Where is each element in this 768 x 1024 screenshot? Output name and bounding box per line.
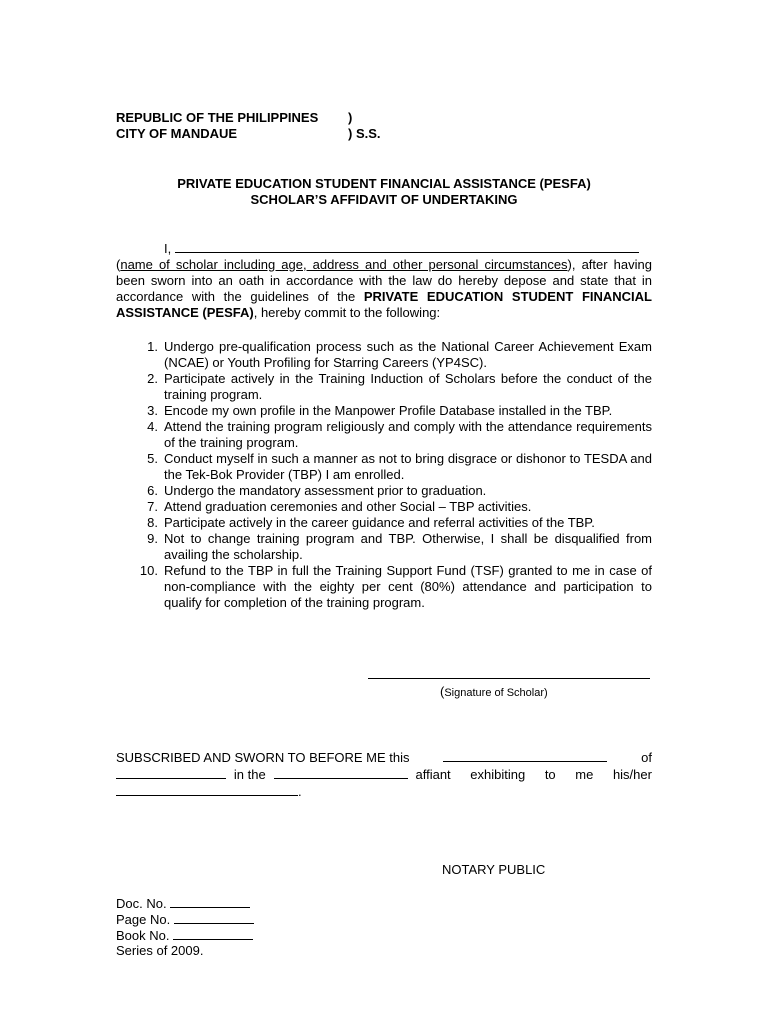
list-item xyxy=(116,515,652,531)
caption-republic-mark: ) xyxy=(348,110,353,125)
jurat-line-3 xyxy=(116,783,652,800)
jurat-of: of xyxy=(641,750,652,765)
list-item-text: Undergo pre-qualification process such as the National Career Achievement Exam (NCAE) or Youth Profiling for Starring Careers (YP4SC). xyxy=(164,339,652,370)
list-item-number: 4. xyxy=(147,419,158,434)
list-item-text: Attend the training program religiously and comply with the attendance requirements of the training program. xyxy=(164,419,652,450)
intro-program-name: PRIVATE EDUCATION STUDENT FINANCIAL ASSISTANCE (PESFA) xyxy=(116,289,652,320)
signature-line[interactable] xyxy=(368,666,650,679)
jurat-in-the: in the xyxy=(233,767,266,782)
book-no-blank[interactable] xyxy=(173,927,253,940)
caption-republic: REPUBLIC OF THE PHILIPPINES xyxy=(116,110,319,125)
page-no-blank[interactable] xyxy=(174,911,254,924)
list-item-text: Participate actively in the Training Induction of Scholars before the conduct of the training program. xyxy=(164,371,652,402)
list-item-text: Undergo the mandatory assessment prior to graduation. xyxy=(164,483,487,498)
jurat-line-1 xyxy=(116,749,652,766)
list-item-number: 8. xyxy=(147,515,158,530)
series-row: Series of 2009. xyxy=(116,943,204,958)
month-blank[interactable] xyxy=(116,766,226,779)
list-item-number: 1. xyxy=(147,339,158,354)
notary-public-label: NOTARY PUBLIC xyxy=(442,862,546,877)
signature-caption xyxy=(440,684,548,701)
scholar-name-blank[interactable] xyxy=(175,240,639,253)
intro-text-b: , hereby commit to the following: xyxy=(253,305,441,320)
list-item xyxy=(116,531,652,563)
list-item xyxy=(116,483,652,499)
list-item-number: 9. xyxy=(147,531,158,546)
signature-label: Signature of Scholar) xyxy=(444,687,548,699)
page-no-row xyxy=(116,911,254,927)
jurat-affiant: affiant exhibiting to me his/her xyxy=(415,767,652,782)
intro-paragraph xyxy=(116,240,652,321)
list-item-number: 2. xyxy=(147,371,158,386)
intro-name-hint: name of scholar including age, address and other personal circumstances xyxy=(120,257,568,272)
list-item-text: Attend graduation ceremonies and other Social – TBP activities. xyxy=(164,499,532,514)
id-blank[interactable] xyxy=(116,783,298,796)
list-item-text: Conduct myself in such a manner as not to bring disgrace or dishonor to TESDA and the Tek-Bok Provider (TBP) I am enrolled. xyxy=(164,451,652,482)
jurat-line-2 xyxy=(116,766,652,783)
intro-text-a: ), after having been sworn into an oath in accordance with the law do hereby depose and state that in accordance with the guidelines of the xyxy=(116,257,652,304)
doc-no-blank[interactable] xyxy=(170,895,250,908)
notarial-register xyxy=(116,895,254,959)
list-item-number: 7. xyxy=(147,499,158,514)
intro-body: (name of scholar including age, address and other personal circumstances), after having been sworn into an oath in accordance with the law do hereby depose and state that in accordance with the guidelines of the PRIVATE EDUCATION STUDENT FINANCIAL ASSISTANCE (PESFA), hereby commit to the following: xyxy=(116,257,652,320)
list-item xyxy=(116,451,652,483)
book-no-row xyxy=(116,927,254,943)
caption-city-row xyxy=(116,126,536,142)
doc-no-label: Doc. No. xyxy=(116,896,167,911)
list-item xyxy=(116,339,652,371)
list-item xyxy=(116,419,652,451)
page-no-label: Page No. xyxy=(116,912,171,927)
list-item xyxy=(116,563,652,611)
list-item-number: 10. xyxy=(139,563,158,578)
jurat-end: . xyxy=(298,784,302,799)
list-item-number: 6. xyxy=(147,483,158,498)
doc-no-row xyxy=(116,895,254,911)
caption-city: CITY OF MANDAUE xyxy=(116,126,238,141)
date-blank[interactable] xyxy=(443,749,607,762)
caption-republic-row xyxy=(116,110,536,126)
place-blank[interactable] xyxy=(274,766,408,779)
list-item-text: Participate actively in the career guidance and referral activities of the TBP. xyxy=(164,515,595,530)
list-item-text: Encode my own profile in the Manpower Profile Database installed in the TBP. xyxy=(164,403,613,418)
list-item-number: 3. xyxy=(147,403,158,418)
document-title: PRIVATE EDUCATION STUDENT FINANCIAL ASSISTANCE (PESFA) xyxy=(177,176,591,191)
book-no-label: Book No. xyxy=(116,928,170,943)
intro-pronoun: I, xyxy=(164,241,172,256)
list-item xyxy=(116,403,652,419)
list-item-number: 5. xyxy=(147,451,158,466)
list-item xyxy=(116,371,652,403)
list-item-text: Not to change training program and TBP. Otherwise, I shall be disqualified from availing the scholarship. xyxy=(164,531,652,562)
undertakings-list xyxy=(116,339,652,611)
jurat-paragraph xyxy=(116,749,652,800)
list-item-text: Refund to the TBP in full the Training Support Fund (TSF) granted to me in case of non-compliance with the eighty per cent (80%) attendance and participation to qualify for completion of the training program. xyxy=(164,563,652,610)
list-item xyxy=(116,499,652,515)
intro-first-line xyxy=(116,240,652,257)
jurat-lead: SUBSCRIBED AND SWORN TO BEFORE ME this xyxy=(116,750,410,765)
signature-open-paren: ( xyxy=(440,684,445,699)
document-subtitle: SCHOLAR’S AFFIDAVIT OF UNDERTAKING xyxy=(250,192,518,207)
caption-city-mark: ) S.S. xyxy=(348,126,381,141)
